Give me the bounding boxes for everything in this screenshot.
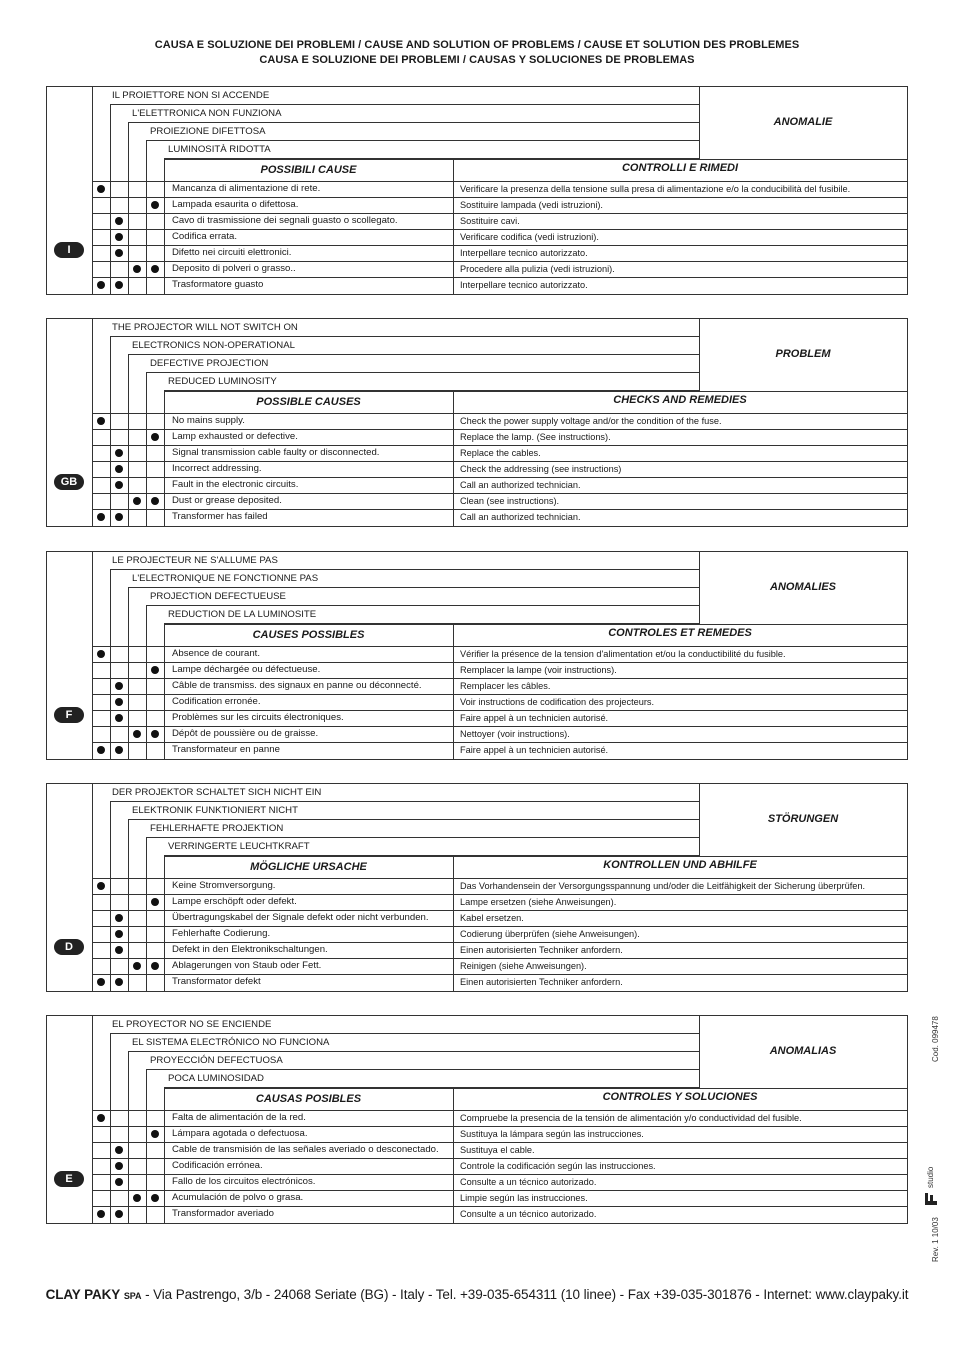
indicator-dot-icon — [115, 233, 123, 241]
remedy-text: Check the power supply voltage and/or the condition of the fuse. — [460, 416, 722, 426]
problem-column-divider — [128, 1052, 129, 1223]
indicator-dot-icon — [151, 201, 159, 209]
section-f — [46, 551, 908, 760]
language-badge: D — [54, 939, 84, 955]
problem-underline — [128, 587, 699, 588]
remedy-text: Reinigen (siehe Anweisungen). — [460, 961, 587, 971]
row-divider — [92, 245, 907, 246]
remedy-divider — [453, 159, 454, 294]
header-line-1: CAUSA E SOLUZIONE DEI PROBLEMI / CAUSE AND SOLUTION OF PROBLEMS / CAUSE ET SOLUTION DES PROBLEMES — [154, 39, 800, 51]
indicator-dot-icon — [115, 1162, 123, 1170]
problem-underline — [128, 819, 699, 820]
remedy-text: Check the addressing (see instructions) — [460, 464, 622, 474]
cause-text: Fehlerhafte Codierung. — [172, 928, 271, 939]
anomaly-label: STÖRUNGEN — [767, 813, 839, 825]
indicator-dot-icon — [151, 265, 159, 273]
anomaly-bottom — [164, 1088, 907, 1089]
remedy-text: Vérifier la présence de la tension d'alimentation et/ou la conductibilité du fusible. — [460, 649, 786, 659]
indicator-dot-icon — [115, 249, 123, 257]
section-d — [46, 783, 908, 992]
cause-text: Codifica errata. — [172, 231, 238, 242]
footer-address: - Via Pastrengo, 3/b - 24068 Seriate (BG) - Italy - Tel. +39-035-654311 (10 linee) - Fax +39-035-301876 - Internet: www.claypaky.it — [141, 1287, 909, 1302]
cause-text: Defekt in den Elektronikschaltungen. — [172, 944, 328, 955]
cause-text: Lampada esaurita o difettosa. — [172, 199, 299, 210]
row-divider — [92, 493, 907, 494]
problem-underline — [146, 372, 699, 373]
remedy-text: Einen autorisierten Techniker anfordern. — [460, 977, 623, 987]
anomaly-label: ANOMALIE — [773, 116, 833, 128]
causes-header: MÖGLICHE URSACHE — [250, 861, 367, 873]
problem-label: VERRINGERTE LEUCHTKRAFT — [168, 841, 310, 852]
problem-column-divider — [110, 337, 111, 526]
remedy-text: Einen autorisierten Techniker anfordern. — [460, 945, 623, 955]
remedies-header: CONTROLES ET REMEDES — [608, 627, 752, 639]
problem-underline — [146, 1069, 699, 1070]
anomaly-label: ANOMALIAS — [769, 1045, 837, 1057]
remedy-text: Lampe ersetzen (siehe Anweisungen). — [460, 897, 617, 907]
row-divider — [92, 429, 907, 430]
indicator-dot-icon — [115, 714, 123, 722]
remedy-divider — [453, 856, 454, 991]
studio-label: studio — [926, 1166, 935, 1188]
indicator-dot-icon — [115, 449, 123, 457]
language-column — [47, 552, 93, 759]
cause-text: Câble de transmiss. des signaux en panne ou déconnecté. — [172, 680, 422, 691]
row-divider — [92, 1142, 907, 1143]
problem-label: EL PROYECTOR NO SE ENCIENDE — [112, 1019, 272, 1030]
causes-header: POSSIBILI CAUSE — [260, 164, 357, 176]
cause-text: Problèmes sur les circuits électroniques. — [172, 712, 344, 723]
remedy-text: Sostituire lampada (vedi istruzioni). — [460, 200, 603, 210]
problem-column-divider — [110, 570, 111, 759]
row-divider — [92, 1206, 907, 1207]
problem-label: DEFECTIVE PROJECTION — [150, 358, 269, 369]
header-line-2: CAUSA E SOLUZIONE DEI PROBLEMI / CAUSAS Y SOLUCIONES DE PROBLEMAS — [259, 54, 695, 66]
problem-label: L'ELECTRONIQUE NE FONCTIONNE PAS — [132, 573, 319, 584]
remedy-text: Interpellare tecnico autorizzato. — [460, 280, 588, 290]
row-divider — [92, 445, 907, 446]
problem-column-divider — [146, 1070, 147, 1223]
problem-label: LE PROJECTEUR NE S'ALLUME PAS — [112, 555, 278, 566]
indicator-dot-icon — [151, 497, 159, 505]
row-divider — [92, 261, 907, 262]
row-divider — [92, 678, 907, 679]
problem-label: FEHLERHAFTE PROJEKTION — [150, 823, 284, 834]
problem-column-divider — [128, 588, 129, 759]
remedy-text: Call an authorized technician. — [460, 512, 581, 522]
indicator-dot-icon — [115, 946, 123, 954]
indicator-dot-icon — [97, 281, 105, 289]
indicator-dot-icon — [151, 1194, 159, 1202]
problem-label: ELEKTRONIK FUNKTIONIERT NICHT — [132, 805, 298, 816]
anomaly-label: PROBLEM — [775, 348, 831, 360]
indicator-dot-icon — [115, 513, 123, 521]
language-column — [47, 784, 93, 991]
cause-text: Keine Stromversorgung. — [172, 880, 276, 891]
remedy-text: Consulte a un técnico autorizado. — [460, 1177, 597, 1187]
indicator-dot-icon — [97, 978, 105, 986]
remedy-text: Consulte a un técnico autorizado. — [460, 1209, 597, 1219]
problem-label: POCA LUMINOSIDAD — [168, 1073, 264, 1084]
indicator-dot-icon — [115, 217, 123, 225]
row-divider — [92, 197, 907, 198]
problem-column-divider — [128, 355, 129, 526]
cause-text: Deposito di polveri o grasso.. — [172, 263, 296, 274]
cause-text: No mains supply. — [172, 415, 245, 426]
indicator-dot-icon — [115, 465, 123, 473]
remedy-text: Faire appel à un technicien autorisé. — [460, 713, 609, 723]
problem-label: EL SISTEMA ELECTRÓNICO NO FUNCIONA — [132, 1037, 330, 1048]
problem-column-divider — [164, 159, 165, 294]
cause-text: Übertragungskabel der Signale defekt oder nicht verbunden. — [172, 912, 429, 923]
anomaly-label: ANOMALIES — [770, 581, 836, 593]
row-divider — [92, 662, 907, 663]
problem-underline — [128, 1051, 699, 1052]
language-badge: I — [54, 242, 84, 258]
cause-text: Dépôt de poussière ou de graisse. — [172, 728, 319, 739]
cause-text: Fault in the electronic circuits. — [172, 479, 299, 490]
problem-underline — [128, 122, 699, 123]
cause-text: Codification erronée. — [172, 696, 261, 707]
cause-text: Incorrect addressing. — [172, 463, 262, 474]
row-divider — [92, 942, 907, 943]
row-divider — [92, 477, 907, 478]
cause-text: Transformador averiado — [172, 1208, 275, 1219]
remedy-text: Nettoyer (voir instructions). — [460, 729, 570, 739]
section-gb — [46, 318, 908, 527]
cause-text: Difetto nei circuiti elettronici. — [172, 247, 292, 258]
problem-underline — [146, 605, 699, 606]
cause-text: Lampe erschöpft oder defekt. — [172, 896, 297, 907]
problem-column-divider — [110, 1034, 111, 1223]
indicator-dot-icon — [151, 962, 159, 970]
row-divider — [92, 910, 907, 911]
indicator-dot-icon — [97, 650, 105, 658]
indicator-dot-icon — [115, 978, 123, 986]
header-bottom — [92, 878, 907, 879]
remedy-text: Controle la codificación según las instrucciones. — [460, 1161, 656, 1171]
remedy-text: Call an authorized technician. — [460, 480, 581, 490]
revision-label: Rev. 1 10/03 — [931, 1217, 940, 1262]
footer-company: CLAY PAKY — [45, 1287, 121, 1302]
remedy-text: Interpellare tecnico autorizzato. — [460, 248, 588, 258]
indicator-dot-icon — [97, 185, 105, 193]
cause-text: Fallo de los circuitos electrónicos. — [172, 1176, 316, 1187]
row-divider — [92, 1190, 907, 1191]
cause-text: Ablagerungen von Staub oder Fett. — [172, 960, 322, 971]
problem-label: LUMINOSITÀ RIDOTTA — [168, 144, 271, 155]
problem-underline — [110, 336, 699, 337]
problem-underline — [146, 837, 699, 838]
row-divider — [92, 461, 907, 462]
section-e — [46, 1015, 908, 1224]
problem-column-divider — [110, 105, 111, 294]
problem-label: REDUCTION DE LA LUMINOSITE — [168, 609, 317, 620]
problem-underline — [110, 1033, 699, 1034]
problem-column-divider — [110, 802, 111, 991]
remedies-header: KONTROLLEN UND ABHILFE — [603, 859, 757, 871]
indicator-dot-icon — [115, 698, 123, 706]
row-divider — [92, 710, 907, 711]
row-divider — [92, 742, 907, 743]
problem-column-divider — [164, 1088, 165, 1223]
problem-column-divider — [128, 820, 129, 991]
causes-header: CAUSES POSSIBLES — [252, 629, 365, 641]
header-bottom — [92, 1110, 907, 1111]
remedy-divider — [453, 1088, 454, 1223]
problem-column-divider — [146, 838, 147, 991]
language-column — [47, 87, 93, 294]
cause-text: Acumulación de polvo o grasa. — [172, 1192, 304, 1203]
indicator-dot-icon — [97, 513, 105, 521]
indicator-dot-icon — [115, 930, 123, 938]
cause-text: Mancanza di alimentazione di rete. — [172, 183, 321, 194]
problem-column-divider — [164, 391, 165, 526]
cause-text: Lampe déchargée ou défectueuse. — [172, 664, 321, 675]
section-i — [46, 86, 908, 295]
remedies-header: CONTROLLI E RIMEDI — [621, 162, 739, 174]
remedy-text: Sustituya la lámpara según las instrucciones. — [460, 1129, 644, 1139]
remedy-text: Procedere alla pulizia (vedi istruzioni). — [460, 264, 615, 274]
cause-text: Codificación errónea. — [172, 1160, 263, 1171]
row-divider — [92, 926, 907, 927]
cause-text: Lámpara agotada o defectuosa. — [172, 1128, 308, 1139]
cause-text: Transformateur en panne — [172, 744, 280, 755]
indicator-dot-icon — [115, 281, 123, 289]
problem-underline — [110, 569, 699, 570]
row-divider — [92, 1126, 907, 1127]
cause-text: Transformer has failed — [172, 511, 268, 522]
indicator-dot-icon — [115, 914, 123, 922]
indicator-dot-icon — [151, 666, 159, 674]
problem-underline — [110, 801, 699, 802]
remedy-text: Limpie según las instrucciones. — [460, 1193, 588, 1203]
anomaly-bottom — [164, 624, 907, 625]
problem-label: PROIEZIONE DIFETTOSA — [150, 126, 266, 137]
remedy-text: Voir instructions de codification des projecteurs. — [460, 697, 655, 707]
anomaly-bottom — [164, 159, 907, 160]
remedy-text: Sustituya el cable. — [460, 1145, 535, 1155]
remedy-text: Sostituire cavi. — [460, 216, 520, 226]
row-divider — [92, 894, 907, 895]
language-column — [47, 1016, 93, 1223]
indicator-dot-icon — [115, 1210, 123, 1218]
indicator-dot-icon — [151, 898, 159, 906]
row-divider — [92, 509, 907, 510]
problem-label: PROYECCIÓN DEFECTUOSA — [150, 1055, 283, 1066]
indicator-dot-icon — [133, 1194, 141, 1202]
problem-label: DER PROJEKTOR SCHALTET SICH NICHT EIN — [112, 787, 322, 798]
problem-column-divider — [146, 606, 147, 759]
remedy-divider — [453, 391, 454, 526]
causes-header: POSSIBLE CAUSES — [256, 396, 361, 408]
remedy-text: Replace the lamp. (See instructions). — [460, 432, 611, 442]
header-bottom — [92, 413, 907, 414]
remedy-text: Clean (see instructions). — [460, 496, 560, 506]
header-bottom — [92, 181, 907, 182]
problem-underline — [110, 104, 699, 105]
cause-text: Signal transmission cable faulty or disconnected. — [172, 447, 380, 458]
footer-company-suffix: SPA — [123, 1291, 142, 1301]
indicator-dot-icon — [133, 730, 141, 738]
row-divider — [92, 277, 907, 278]
language-badge: GB — [54, 474, 84, 490]
remedy-divider — [453, 624, 454, 759]
header-bottom — [92, 646, 907, 647]
cause-text: Lamp exhausted or defective. — [172, 431, 298, 442]
anomaly-bottom — [164, 391, 907, 392]
problem-column-divider — [164, 856, 165, 991]
indicator-dot-icon — [151, 1130, 159, 1138]
page-header — [0, 38, 954, 68]
remedy-text: Verificare la presenza della tensione sulla presa di alimentazione e/o la conducibilità del fusibile. — [460, 184, 851, 194]
indicator-dot-icon — [115, 1146, 123, 1154]
remedy-text: Codierung überprüfen (siehe Anweisungen). — [460, 929, 640, 939]
problem-column-divider — [128, 123, 129, 294]
cause-text: Absence de courant. — [172, 648, 261, 659]
anomaly-bottom — [164, 856, 907, 857]
row-divider — [92, 726, 907, 727]
row-divider — [92, 974, 907, 975]
indicator-dot-icon — [97, 417, 105, 425]
indicator-dot-icon — [97, 1114, 105, 1122]
document-code: Cod. 099478 — [931, 1016, 940, 1062]
problem-label: L'ELETTRONICA NON FUNZIONA — [132, 108, 282, 119]
indicator-dot-icon — [97, 1210, 105, 1218]
remedies-header: CONTROLES Y SOLUCIONES — [602, 1091, 758, 1103]
indicator-dot-icon — [151, 433, 159, 441]
cause-text: Cavo di trasmissione dei segnali guasto o scollegato. — [172, 215, 398, 226]
cause-text: Falta de alimentación de la red. — [172, 1112, 306, 1123]
language-column — [47, 319, 93, 526]
cause-text: Dust or grease deposited. — [172, 495, 282, 506]
indicator-dot-icon — [133, 265, 141, 273]
problem-column-divider — [146, 141, 147, 294]
cause-text: Cable de transmisión de las señales averiado o desconectado. — [172, 1144, 439, 1155]
problem-label: IL PROIETTORE NON SI ACCENDE — [112, 90, 270, 101]
language-badge: E — [54, 1171, 84, 1187]
row-divider — [92, 1174, 907, 1175]
remedy-text: Compruebe la presencia de la tensión de alimentación y/o conductividad del fusible. — [460, 1113, 802, 1123]
footer — [0, 1287, 954, 1302]
indicator-dot-icon — [97, 746, 105, 754]
remedy-text: Remplacer la lampe (voir instructions). — [460, 665, 617, 675]
row-divider — [92, 229, 907, 230]
indicator-dot-icon — [115, 481, 123, 489]
indicator-dot-icon — [151, 730, 159, 738]
studio-logo-icon — [922, 1190, 940, 1208]
row-divider — [92, 1158, 907, 1159]
row-divider — [92, 213, 907, 214]
indicator-dot-icon — [97, 882, 105, 890]
indicator-dot-icon — [115, 746, 123, 754]
problem-label: THE PROJECTOR WILL NOT SWITCH ON — [112, 322, 298, 333]
problem-column-divider — [146, 373, 147, 526]
language-badge: F — [54, 707, 84, 723]
problem-label: PROJECTION DEFECTUEUSE — [150, 591, 286, 602]
causes-header: CAUSAS POSIBLES — [255, 1093, 362, 1105]
problem-column-divider — [164, 624, 165, 759]
remedy-text: Remplacer les câbles. — [460, 681, 551, 691]
problem-underline — [146, 140, 699, 141]
problem-underline — [128, 354, 699, 355]
remedy-text: Das Vorhandensein der Versorgungsspannung und/oder die Leitfähigkeit der Sicherung überprüfen. — [460, 881, 866, 891]
problem-label: ELECTRONICS NON-OPERATIONAL — [132, 340, 295, 351]
indicator-dot-icon — [115, 1178, 123, 1186]
cause-text: Transformator defekt — [172, 976, 261, 987]
indicator-dot-icon — [115, 682, 123, 690]
remedies-header: CHECKS AND REMEDIES — [613, 394, 747, 406]
row-divider — [92, 694, 907, 695]
remedy-text: Kabel ersetzen. — [460, 913, 524, 923]
remedy-text: Faire appel à un technicien autorisé. — [460, 745, 609, 755]
problem-label: REDUCED LUMINOSITY — [168, 376, 277, 387]
row-divider — [92, 958, 907, 959]
indicator-dot-icon — [133, 962, 141, 970]
cause-text: Trasformatore guasto — [172, 279, 264, 290]
remedy-text: Verificare codifica (vedi istruzioni). — [460, 232, 599, 242]
indicator-dot-icon — [133, 497, 141, 505]
remedy-text: Replace the cables. — [460, 448, 541, 458]
